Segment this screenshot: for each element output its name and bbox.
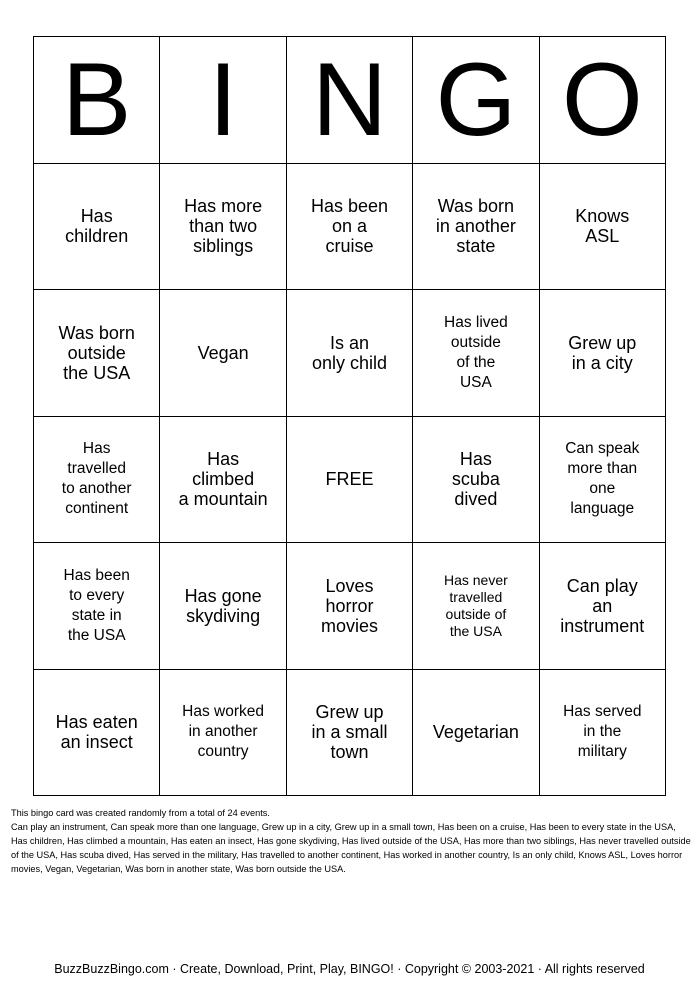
description-intro: This bingo card was created randomly from a total of 24 events.	[11, 808, 270, 818]
bingo-square-text: Has scuba dived	[451, 449, 500, 510]
bingo-square	[413, 670, 539, 797]
bingo-square	[34, 290, 160, 417]
bingo-square	[287, 670, 413, 797]
bingo-square-text: Loves horror movies	[320, 575, 378, 636]
bingo-square	[413, 290, 539, 417]
bingo-square-text: Has climbed a mountain	[178, 449, 268, 510]
bingo-square	[540, 290, 666, 417]
description-events: Can play an instrument, Can speak more than one language, Grew up in a city, Grew up in a small town, Has been on a cruise, Has been to every state in the USA, Has children, Has climbed a mountain, Has eaten an insect, Has gone skydiving, Has lived outside of the USA, Has more than two siblings, Has never travelled outside of the USA, Has scuba dived, Has served in the military, Has travelled to another continent, Has worked in another country, Is an only child, Knows ASL, Loves horror movies, Vegan, Vegetarian, Was born in another state, Was born outside the USA.	[11, 822, 691, 874]
bingo-square	[287, 543, 413, 670]
header-letter-i: I	[160, 37, 286, 164]
bingo-square-text: Has more than two siblings	[184, 196, 263, 257]
bingo-square-text: Is an only child	[311, 332, 388, 373]
bingo-square-text: Grew up in a small town	[311, 702, 388, 763]
bingo-square-text: Has never travelled outside of the USA	[443, 571, 508, 639]
bingo-square-text: Was born outside the USA	[58, 322, 135, 383]
bingo-square-text: Vegetarian	[432, 722, 519, 743]
bingo-square	[287, 164, 413, 291]
bingo-square-text: FREE	[325, 469, 374, 490]
bingo-square	[540, 670, 666, 797]
bingo-square	[34, 417, 160, 544]
bingo-square-text: Has worked in another country	[182, 703, 265, 761]
bingo-square-text: Grew up in a city	[568, 332, 637, 373]
bingo-square	[160, 670, 286, 797]
bingo-square	[34, 164, 160, 291]
bingo-square	[540, 164, 666, 291]
bingo-square	[413, 417, 539, 544]
bingo-square	[413, 543, 539, 670]
bingo-square	[160, 543, 286, 670]
bingo-square-text: Knows ASL	[575, 206, 630, 247]
card-description	[11, 806, 691, 876]
bingo-square-text: Was born in another state	[435, 196, 516, 257]
bingo-square	[413, 164, 539, 291]
bingo-square-text: Has children	[65, 206, 129, 247]
bingo-card	[33, 36, 666, 796]
bingo-square-text: Has been on a cruise	[310, 196, 389, 257]
bingo-square-text: Has been to every state in the USA	[63, 566, 130, 644]
site-footer: BuzzBuzzBingo.com · Create, Download, Print, Play, BINGO! · Copyright © 2003-2021 · All rights reserved	[54, 962, 645, 976]
bingo-square-text: Can speak more than one language	[565, 440, 640, 518]
bingo-square	[540, 543, 666, 670]
bingo-square	[34, 670, 160, 797]
header-letter-n: N	[287, 37, 413, 164]
bingo-square-text: Has gone skydiving	[184, 585, 262, 626]
header-letter-b: B	[34, 37, 160, 164]
bingo-square	[34, 543, 160, 670]
header-letter-g: G	[413, 37, 539, 164]
header-letter-o: O	[540, 37, 666, 164]
bingo-square	[287, 290, 413, 417]
bingo-square-text: Has travelled to another continent	[61, 440, 132, 518]
bingo-square	[540, 417, 666, 544]
bingo-square-text: Has lived outside of the USA	[444, 313, 508, 391]
bingo-square-text: Has eaten an insect	[55, 712, 138, 753]
bingo-square-text: Has served in the military	[563, 703, 642, 761]
bingo-square	[160, 164, 286, 291]
bingo-square	[160, 417, 286, 544]
bingo-square	[160, 290, 286, 417]
bingo-square	[287, 417, 413, 544]
bingo-square-text: Vegan	[197, 342, 249, 363]
bingo-square-text: Can play an instrument	[560, 575, 645, 636]
